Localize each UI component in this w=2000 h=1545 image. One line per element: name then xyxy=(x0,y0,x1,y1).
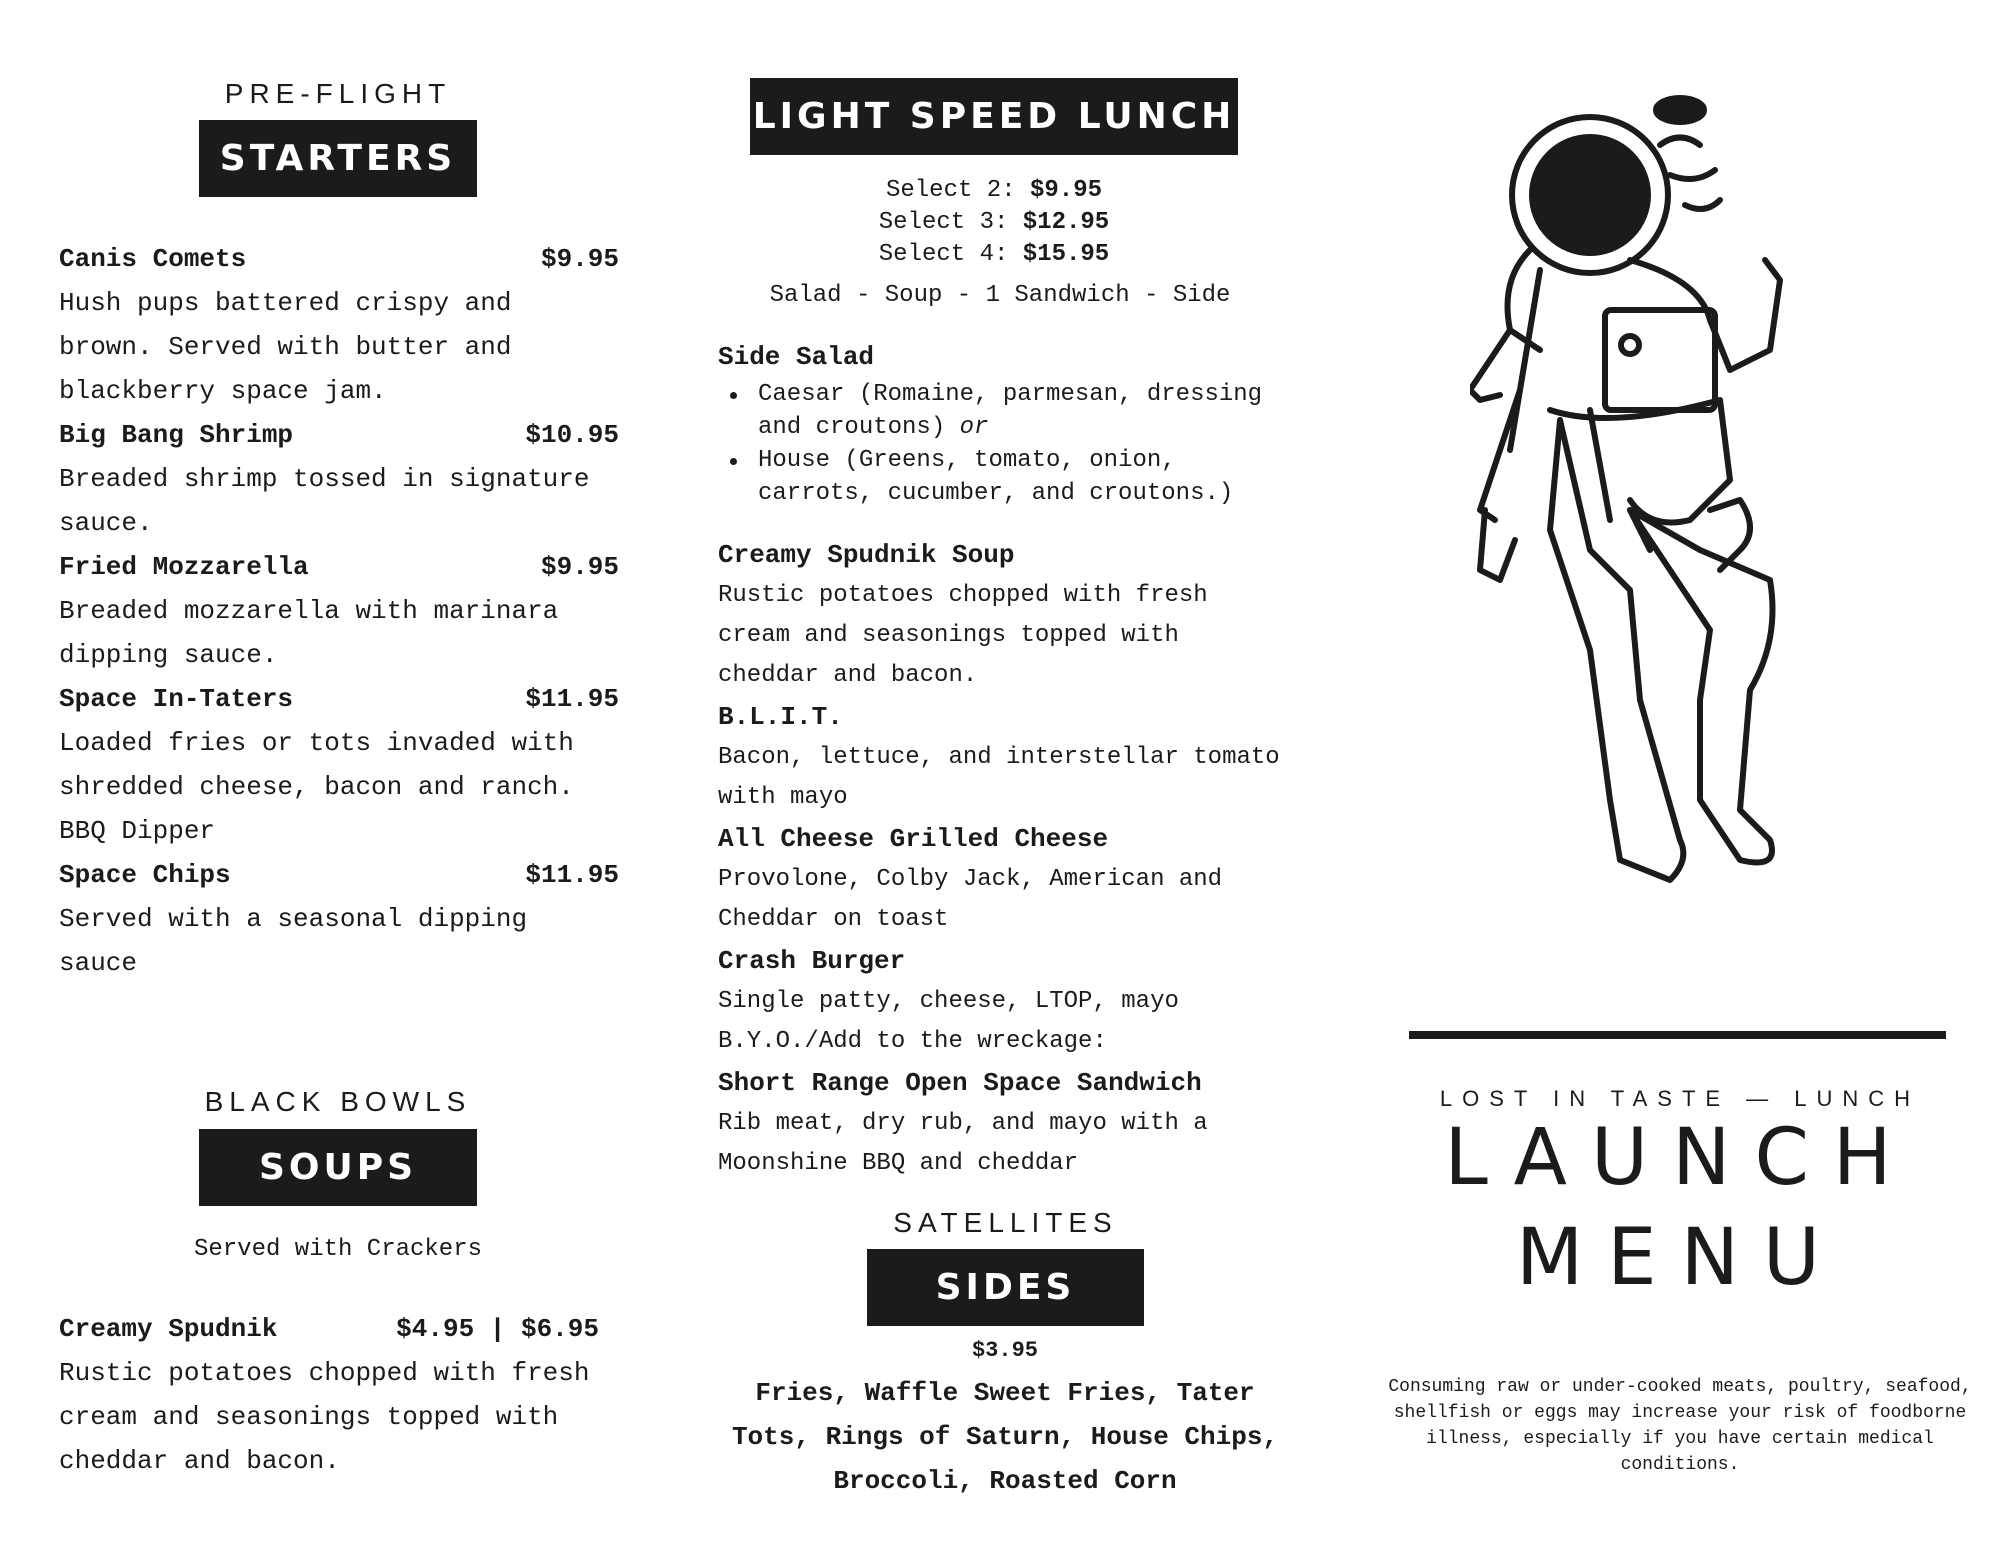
select-label: Select 4: xyxy=(878,241,1009,268)
disclaimer: Consuming raw or under-cooked meats, poultry, seafood, shellfish or eggs may increase your risk of foodborne illness, especially if you have certain medical conditions. xyxy=(1388,1377,1972,1475)
sides-line: Tots, Rings of Saturn, House Chips, xyxy=(731,1422,1279,1452)
sides-price: $3.95 xyxy=(971,1338,1038,1363)
visor xyxy=(1532,137,1648,253)
item-name: Short Range Open Space Sandwich xyxy=(718,1068,1202,1098)
item-desc: Bacon, lettuce, and interstellar tomato with mayo xyxy=(718,744,1280,811)
select-price: $9.95 xyxy=(1030,177,1103,204)
item-name: Fried Mozzarella xyxy=(59,552,309,582)
divider-rule xyxy=(1409,1031,1946,1039)
select-price: $15.95 xyxy=(1022,241,1110,268)
item-desc: Rustic potatoes chopped with fresh cream and seasonings topped with cheddar and bacon. xyxy=(718,582,1208,689)
starters-heading: STARTERS xyxy=(199,120,477,197)
sides-line: Fries, Waffle Sweet Fries, Tater xyxy=(755,1378,1255,1408)
item-price: $10.95 xyxy=(525,420,619,450)
combo-options: Salad - Soup - 1 Sandwich - Side xyxy=(769,282,1231,309)
lunch-heading: LIGHT SPEED LUNCH xyxy=(750,78,1238,155)
list-item xyxy=(718,378,1278,444)
item-name: B.L.I.T. xyxy=(718,702,843,732)
menu-item xyxy=(59,677,619,853)
menu-item xyxy=(59,413,619,545)
caesar-text: Caesar (Romaine, parmesan, dressing and croutons) xyxy=(758,381,1263,441)
item-price: $11.95 xyxy=(525,860,619,890)
sides-list xyxy=(705,1371,1305,1503)
sides-kicker: SATELLITES xyxy=(893,1207,1118,1238)
item-desc: Rib meat, dry rub, and mayo with a Moonshine BBQ and cheddar xyxy=(718,1110,1208,1177)
astronaut-illustration xyxy=(1470,90,1890,980)
item-desc: Hush pups battered crispy and brown. Served with butter and blackberry space jam. xyxy=(59,288,512,406)
menu-item xyxy=(59,237,619,413)
chest-button xyxy=(1621,336,1639,354)
or-text: or xyxy=(959,414,989,441)
item-name: Space Chips xyxy=(59,860,231,890)
item-desc: Served with a seasonal dipping sauce xyxy=(59,904,528,978)
item-price: $9.95 xyxy=(540,244,619,274)
item-desc: Breaded shrimp tossed in signature sauce. xyxy=(59,464,590,538)
sides-line: Broccoli, Roasted Corn xyxy=(833,1466,1177,1496)
menu-item xyxy=(59,853,619,985)
item-name: Space In-Taters xyxy=(59,684,294,714)
soups-heading: SOUPS xyxy=(199,1129,477,1206)
menu-item xyxy=(59,545,619,677)
item-name: Side Salad xyxy=(718,342,875,372)
right-arm xyxy=(1630,260,1780,370)
item-name: Creamy Spudnik Soup xyxy=(718,540,1015,570)
item-desc: Loaded fries or tots invaded with shredded cheese, bacon and ranch. BBQ Dipper xyxy=(59,728,574,846)
cover-title-launch: LAUNCH xyxy=(1444,1113,1916,1203)
soup-item xyxy=(59,1307,619,1483)
left-leg xyxy=(1550,420,1683,880)
burger-bun-icon xyxy=(1656,98,1704,122)
soups-note: Served with Crackers xyxy=(193,1236,483,1263)
item-desc: Provolone, Colby Jack, American and Cheddar on toast xyxy=(718,866,1223,933)
select-label: Select 2: xyxy=(885,177,1016,204)
item-desc: Single patty, cheese, LTOP, mayo xyxy=(718,988,1179,1015)
sides-heading: SIDES xyxy=(867,1249,1144,1326)
cover-title-menu: MENU xyxy=(1515,1213,1845,1303)
starters-list xyxy=(59,237,619,985)
select-label: Select 3: xyxy=(878,209,1009,236)
item-price: $11.95 xyxy=(525,684,619,714)
side-salad xyxy=(718,336,1278,510)
item-name: Canis Comets xyxy=(59,244,247,274)
soups-kicker: BLACK BOWLS xyxy=(204,1086,472,1117)
select-price: $12.95 xyxy=(1022,209,1110,236)
chest-pack xyxy=(1605,310,1715,410)
list-item: House (Greens, tomato, onion, carrots, cucumber, and croutons.) xyxy=(718,444,1278,510)
item-price: $9.95 xyxy=(540,552,619,582)
lunch-items xyxy=(718,534,1284,1184)
item-extra: B.Y.O./Add to the wreckage: xyxy=(718,1028,1107,1055)
item-desc: Breaded mozzarella with marinara dipping sauce. xyxy=(59,596,559,670)
item-price: $4.95 | $6.95 xyxy=(396,1314,599,1344)
item-name: Creamy Spudnik xyxy=(59,1314,278,1344)
right-leg xyxy=(1630,510,1773,863)
item-name: Crash Burger xyxy=(718,946,906,976)
item-desc: Rustic potatoes chopped with fresh cream and seasonings topped with cheddar and bacon. xyxy=(59,1358,590,1476)
starters-kicker: PRE-FLIGHT xyxy=(224,78,452,109)
item-name: All Cheese Grilled Cheese xyxy=(718,824,1109,854)
cover-subtitle: LOST IN TASTE — LUNCH xyxy=(1439,1086,1921,1111)
item-name: Big Bang Shrimp xyxy=(59,420,294,450)
select-prices xyxy=(750,175,1238,271)
